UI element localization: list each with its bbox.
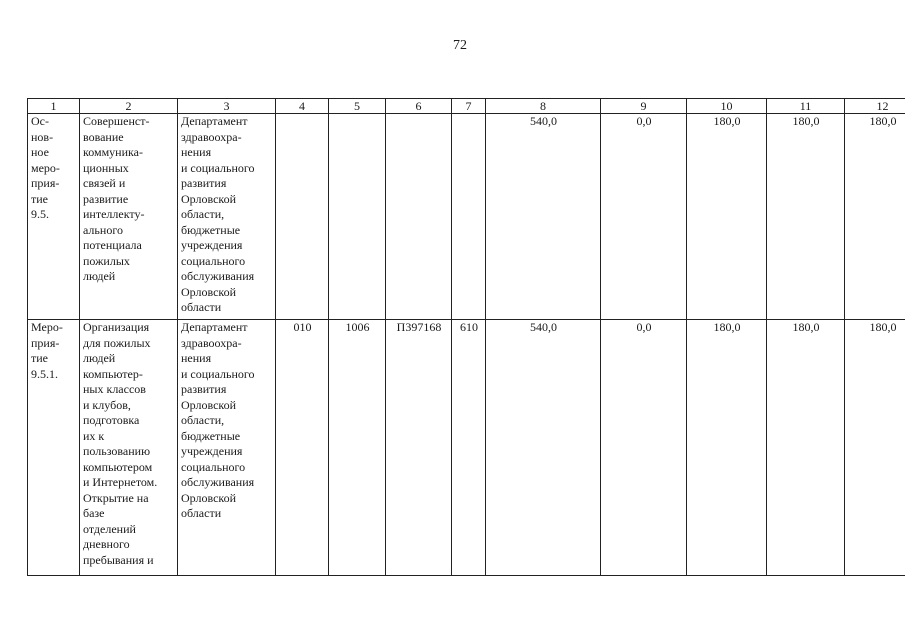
table-row-sub-activity [28,320,905,576]
column-header: 5 [329,99,386,114]
amount-cell-9: 0,0 [601,320,687,576]
column-header: 1 [28,99,80,114]
column-header: 2 [80,99,178,114]
code-cell-6 [386,114,452,320]
activity-name-text: Организация для пожилых людей компьютер- ных классов и клубов, подготовка их к пользованию компьютером и Интернетом. Открытие на базе отделений дневного пребывания и [83,320,158,567]
executor-cell: Департамент здравоохра- нения и социального развития Орловской области, бюджетные учреждения социального обслуживания Орловской области [178,114,276,320]
column-header: 10 [687,99,767,114]
page-number: 72 [453,38,467,53]
amount-cell-9: 0,0 [601,114,687,320]
program-activities-table [27,98,905,576]
code-cell-5 [329,114,386,320]
activity-number-cell: Ос- нов- ное меро- прия- тие 9.5. [28,114,80,320]
amount-cell-11: 180,0 [767,320,845,576]
column-header: 12 [845,99,905,114]
activity-number-cell [28,320,80,576]
code-cell-6: П397168 [386,320,452,576]
amount-cell-10: 180,0 [687,114,767,320]
code-cell-4: 010 [276,320,329,576]
amount-cell-11: 180,0 [767,114,845,320]
table-row-main-activity [28,114,905,320]
column-header: 11 [767,99,845,114]
column-header: 6 [386,99,452,114]
amount-cell-12: 180,0 [845,320,905,576]
column-header: 8 [486,99,601,114]
column-header: 3 [178,99,276,114]
code-cell-7: 610 [452,320,486,576]
activity-number-text: Меро- прия- тие 9.5.1. [31,320,63,381]
executor-text: Департамент здравоохра- нения и социального развития Орловской области, бюджетные учреждения социального обслуживания Орловской области [181,320,255,520]
code-cell-5: 1006 [329,320,386,576]
table-header-row [28,99,905,114]
code-cell-4 [276,114,329,320]
executor-cell [178,320,276,576]
amount-cell-total: 540,0 [486,114,601,320]
activity-name-cell [80,320,178,576]
column-header: 7 [452,99,486,114]
amount-cell-12: 180,0 [845,114,905,320]
column-header: 4 [276,99,329,114]
amount-cell-total: 540,0 [486,320,601,576]
activity-name-cell: Совершенст- вование коммуника- ционных связей и развитие интеллекту- ального потенциала пожилых людей [80,114,178,320]
column-header: 9 [601,99,687,114]
amount-cell-10: 180,0 [687,320,767,576]
code-cell-7 [452,114,486,320]
